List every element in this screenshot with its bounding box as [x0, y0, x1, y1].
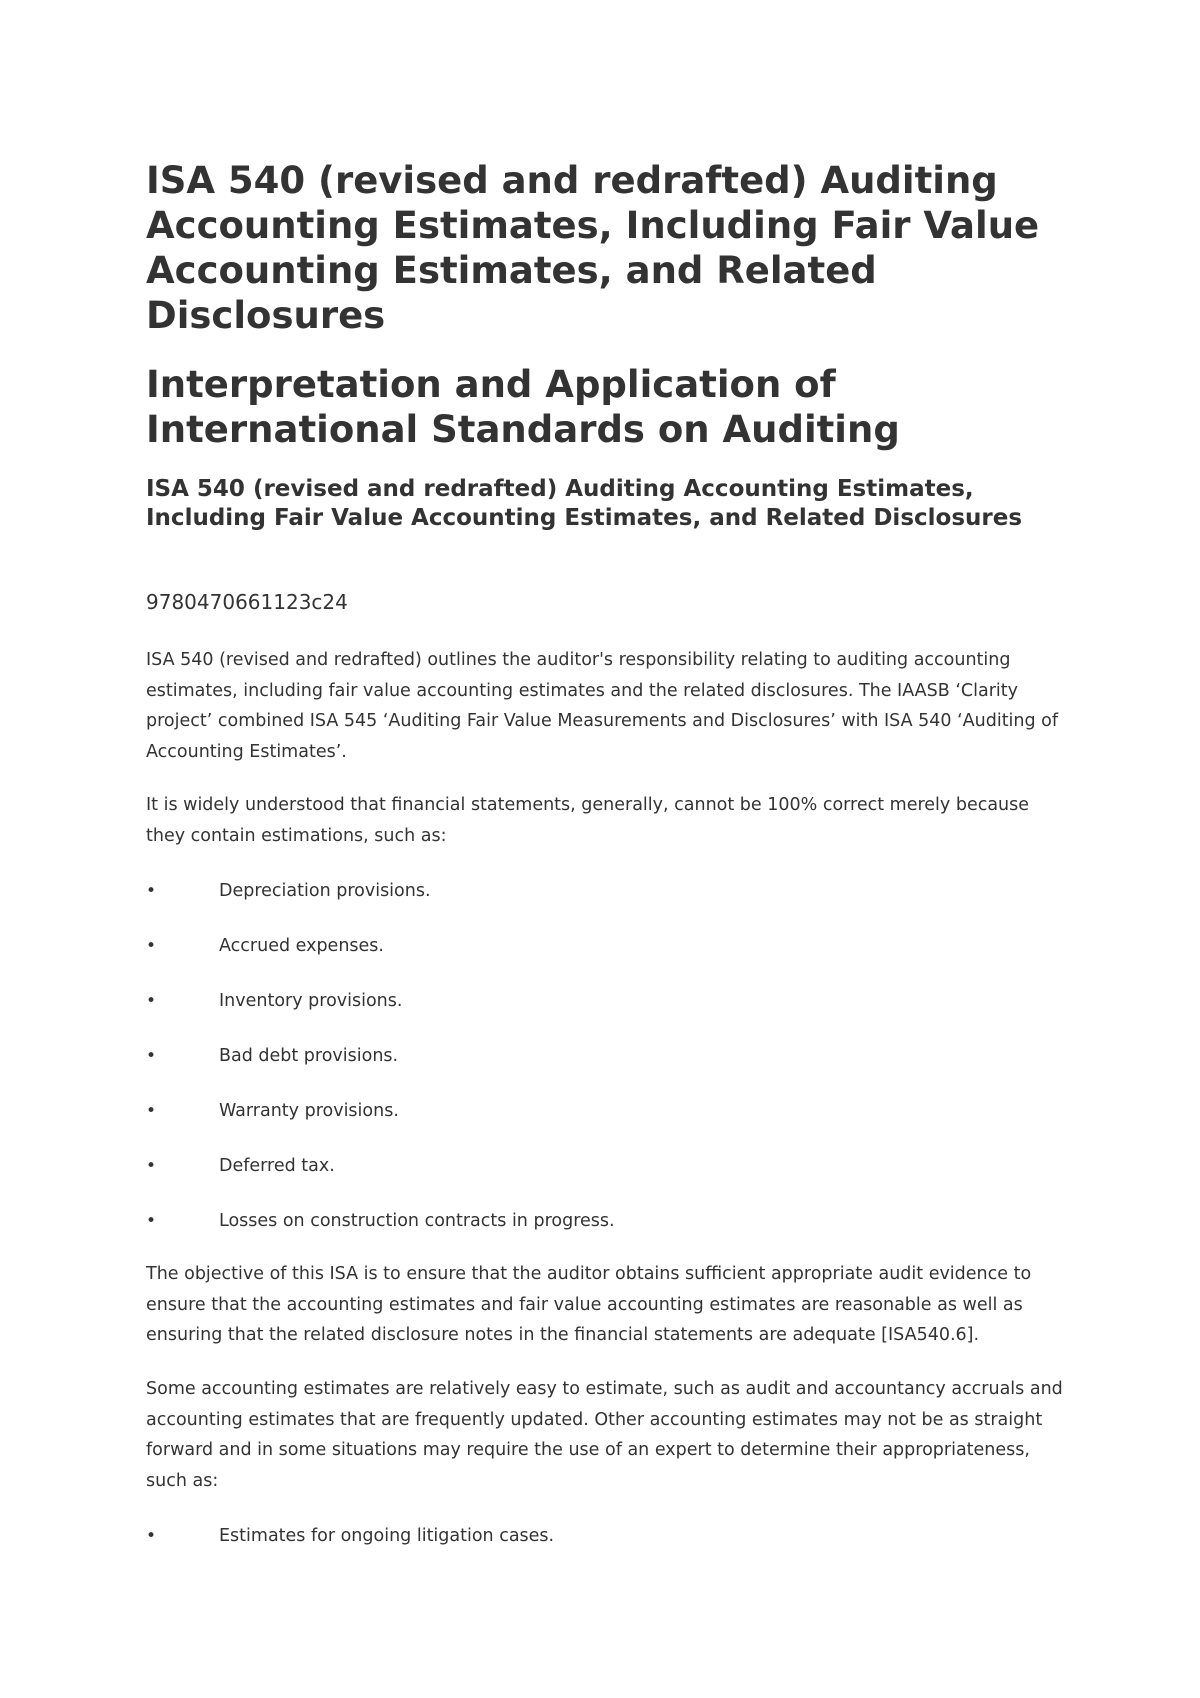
- list-item-text: Losses on construction contracts in progress.: [219, 1211, 615, 1231]
- section-heading: ISA 540 (revised and redrafted) Auditing Accounting Estimates, Including Fair Value Accounting Estimates, and Related Disclosures: [146, 476, 1023, 531]
- bullet-icon: •: [146, 1156, 157, 1176]
- paragraph-complex-estimates: Some accounting estimates are relatively easy to estimate, such as audit and accountancy accruals and accounting estimates that are frequently updated. Other accounting estimates may not be as straight forward and in some situations may require the use of an expert to determine their appropriateness, such as:: [146, 1379, 1063, 1491]
- paragraph-objective: The objective of this ISA is to ensure that the auditor obtains sufficient appropriate audit evidence to ensure that the accounting estimates and fair value accounting estimates are reasonable as well as ensuring that the related disclosure notes in the financial statements are adequate [ISA540.6].: [146, 1264, 1032, 1345]
- list-item: [146, 986, 1066, 1016]
- list-item-text: Estimates for ongoing litigation cases.: [219, 1526, 555, 1546]
- list-item: [146, 1096, 1066, 1126]
- paragraph-estimations: It is widely understood that financial statements, generally, cannot be 100% correct merely because they contain estimations, such as:: [146, 795, 1030, 846]
- list-item: [146, 1521, 1066, 1551]
- document-title: ISA 540 (revised and redrafted) Auditing Accounting Estimates, Including Fair Value Accounting Estimates, and Related Disclosures: [146, 159, 1040, 337]
- list-item: [146, 1041, 1066, 1071]
- bullet-icon: •: [146, 1101, 157, 1121]
- list-item: [146, 1151, 1066, 1181]
- list-item: [146, 876, 1066, 906]
- paragraph-intro: ISA 540 (revised and redrafted) outlines the auditor's responsibility relating to auditing accounting estimates, including fair value accounting estimates and the related disclosures. The IAASB ‘Clarity project’ combined ISA 545 ‘Auditing Fair Value Measurements and Disclosures’ with ISA 540 ‘Auditing of Accounting Estimates’.: [146, 650, 1059, 762]
- bullet-icon: •: [146, 881, 157, 901]
- list-item-text: Bad debt provisions.: [219, 1046, 399, 1066]
- list-item-text: Depreciation provisions.: [219, 881, 431, 901]
- list-item-text: Inventory provisions.: [219, 991, 403, 1011]
- bullet-icon: •: [146, 1526, 157, 1546]
- list-item-text: Deferred tax.: [219, 1156, 335, 1176]
- bullet-icon: •: [146, 1046, 157, 1066]
- document-identifier: 9780470661123c24: [146, 590, 348, 614]
- list-item-text: Warranty provisions.: [219, 1101, 399, 1121]
- bullet-icon: •: [146, 991, 157, 1011]
- list-item: [146, 1206, 1066, 1236]
- list-item: [146, 931, 1066, 961]
- document-subtitle: Interpretation and Application of International Standards on Auditing: [146, 363, 900, 451]
- bullet-icon: •: [146, 1211, 157, 1231]
- list-item-text: Accrued expenses.: [219, 936, 384, 956]
- bullet-icon: •: [146, 936, 157, 956]
